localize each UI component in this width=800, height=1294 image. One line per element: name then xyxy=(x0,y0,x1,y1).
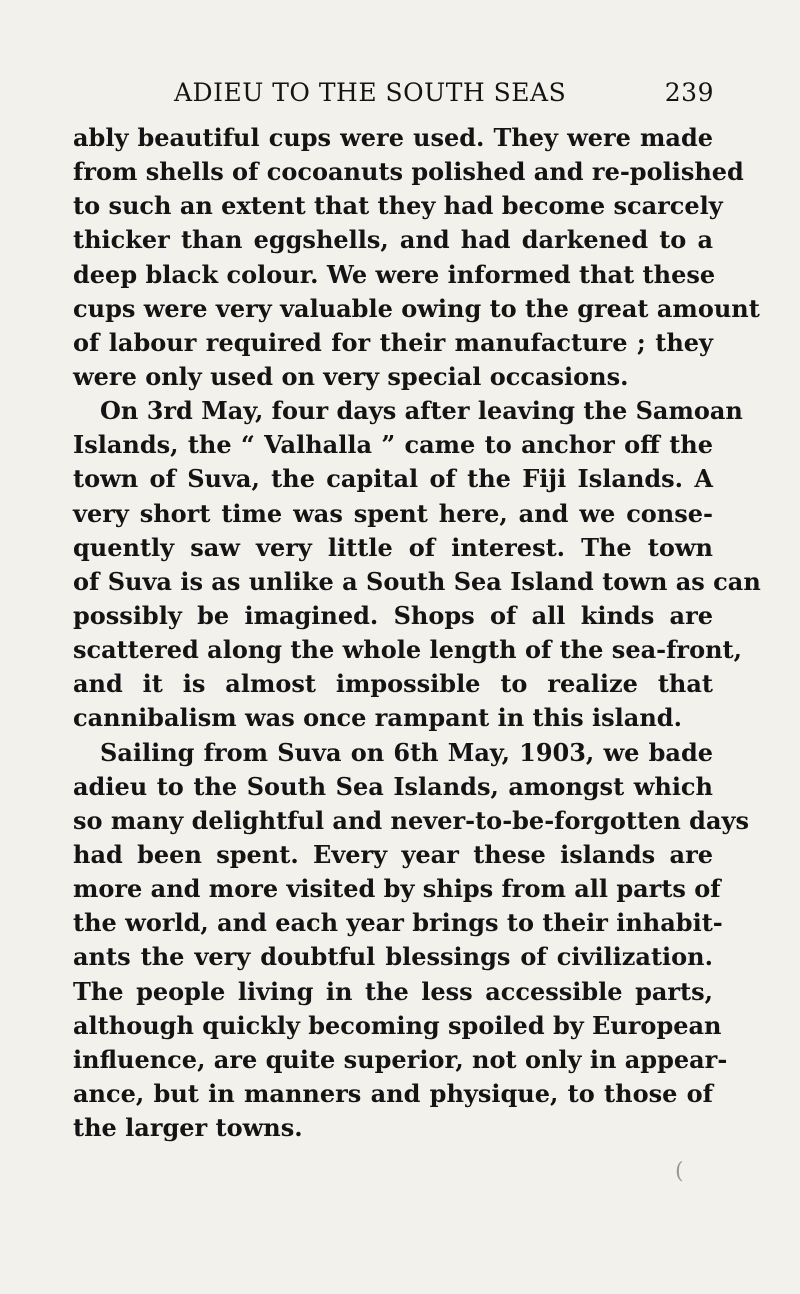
text-line: town of Suva, the capital of the Fiji Islands. A xyxy=(73,464,713,494)
running-head xyxy=(174,78,714,118)
text-line: ably beautiful cups were used. They were made xyxy=(73,123,713,152)
text-line: thicker than eggshells, and had darkened to a xyxy=(73,225,713,255)
text-line: Sailing from Suva on 6th May, 1903, we bade xyxy=(100,737,713,767)
text-line: adieu to the South Sea Islands, amongst which xyxy=(73,771,713,801)
text-line: On 3rd May, four days after leaving the Samoan xyxy=(100,396,743,426)
body-text xyxy=(73,121,761,1145)
text-line: ance, but in manners and physique, to those of xyxy=(73,1078,713,1108)
text-line: cannibalism was once rampant in this island. xyxy=(73,703,682,733)
text-line: quently saw very little of interest. The town xyxy=(73,532,713,562)
text-line: scattered along the whole length of the sea-front, xyxy=(73,635,742,665)
text-line: had been spent. Every year these islands are xyxy=(73,839,713,869)
text-line: although quickly becoming spoiled by European xyxy=(73,1010,722,1040)
text-line: from shells of cocoanuts polished and re-polished xyxy=(73,157,744,187)
text-line: ants the very doubtful blessings of civilization. xyxy=(73,942,713,972)
text-line: cups were very valuable owing to the great amount xyxy=(73,293,760,323)
text-line: the larger towns. xyxy=(73,1113,303,1143)
text-line: Islands, the “ Valhalla ” came to anchor off the xyxy=(73,430,713,460)
text-line: of Suva is as unlike a South Sea Island town as can xyxy=(73,566,761,596)
text-line: were only used on very special occasions. xyxy=(73,361,629,391)
text-line: of labour required for their manufacture ; they xyxy=(73,327,713,357)
text-line: very short time was spent here, and we conse- xyxy=(73,498,713,528)
text-line: more and more visited by ships from all parts of xyxy=(73,874,721,904)
stray-mark: ( xyxy=(675,1159,684,1184)
text-line: influence, are quite superior, not only in appear- xyxy=(73,1044,728,1074)
text-line: possibly be imagined. Shops of all kinds are xyxy=(73,600,713,630)
text-line: The people living in the less accessible parts, xyxy=(73,976,713,1006)
text-line: the world, and each year brings to their inhabit- xyxy=(73,908,723,938)
text-line: deep black colour. We were informed that these xyxy=(73,259,716,289)
running-head-title: ADIEU TO THE SOUTH SEAS xyxy=(174,78,567,107)
text-line: to such an extent that they had become scarcely xyxy=(73,191,723,221)
text-line: so many delightful and never-to-be-forgotten days xyxy=(73,805,749,835)
text-line: and it is almost impossible to realize that xyxy=(73,669,713,699)
page-number: 239 xyxy=(664,78,714,107)
